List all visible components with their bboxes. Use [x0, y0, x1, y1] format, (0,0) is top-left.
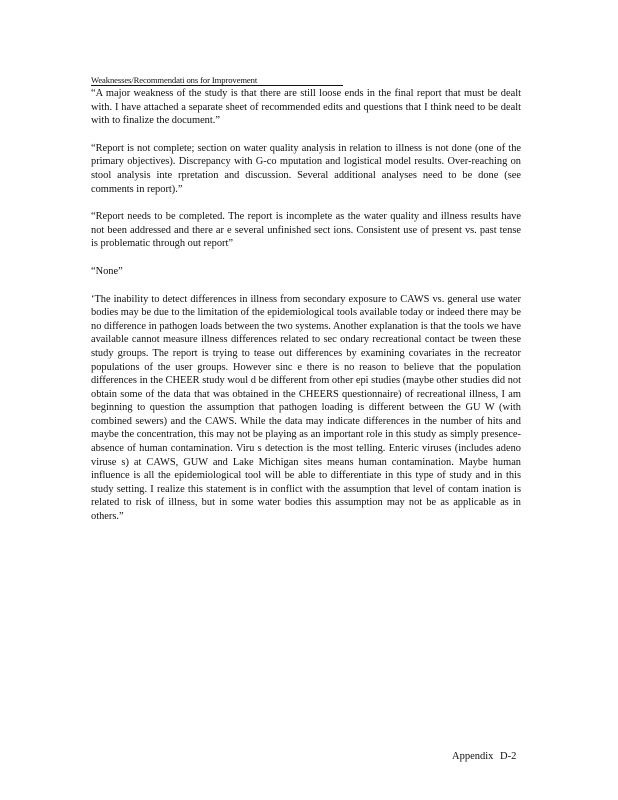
section-heading: Weaknesses/Recommendati ons for Improvement — [91, 75, 343, 86]
comment-paragraph-5: ‘The inability to detect differences in illness from secondary exposure to CAWS vs. general use water bodies may be due to the limitation of the epidemiological tools available today or indeed there may be no difference in pathogen loads between the two systems. Another explanation is that the tools we have available cannot measure illness differences related to sec ondary recreational contact be tween these study groups. The report is trying to tease out differences by examining covariates in the recreator populations of the user groups. However sinc e there is no reason to believe that the population differences in the CHEER study woul d be different from other epi studies (maybe other studies did not obtain some of the data that was obtained in the CHEERS questionnaire) of recreational illness, I am beginning to question the assumption that pathogen loading is different between the GU W (with combined sewers) and the CAWS. While the data may indicate differences in the number of hits and maybe the concentration, this may not be playing as an important role in this study as simply presence-absence of human contamination. Viru s detection is the most telling. Enteric viruses (includes adeno viruse s) at CAWS, GUW and Lake Michigan sites means human contamination. Maybe human influence is all the epidemiological tool will be able to differentiate in this type of study and in this study setting. I realize this statement is in conflict with the assumption that level of contam ination is related to risk of illness, but in some water bodies this assumption may not be as applicable as in others.” — [91, 293, 521, 523]
comment-paragraph-4: “None” — [91, 265, 123, 277]
comment-paragraph-1: “A major weakness of the study is that there are still loose ends in the final report that must be dealt with. I have attached a separate sheet of recommended edits and questions that I think need to be dealt with to finalize the document.” — [91, 88, 521, 127]
comment-paragraph-2: “Report is not complete; section on water quality analysis in relation to illness is not done (one of the primary objectives). Discrepancy with G-co mputation and logistical model results. Over-reaching on stool analysis inte rpretation and discussion. Several additional analyses need to be done (see comments in report).” — [91, 142, 521, 195]
comment-paragraph-3: “Report needs to be completed. The report is incomplete as the water quality and illness results have not been addressed and there ar e several unfinished sect ions. Consistent use of present vs. past tense is problematic through out report” — [91, 211, 521, 250]
comments-body — [91, 87, 521, 538]
page-footer: Appendix D-2 — [452, 751, 517, 762]
